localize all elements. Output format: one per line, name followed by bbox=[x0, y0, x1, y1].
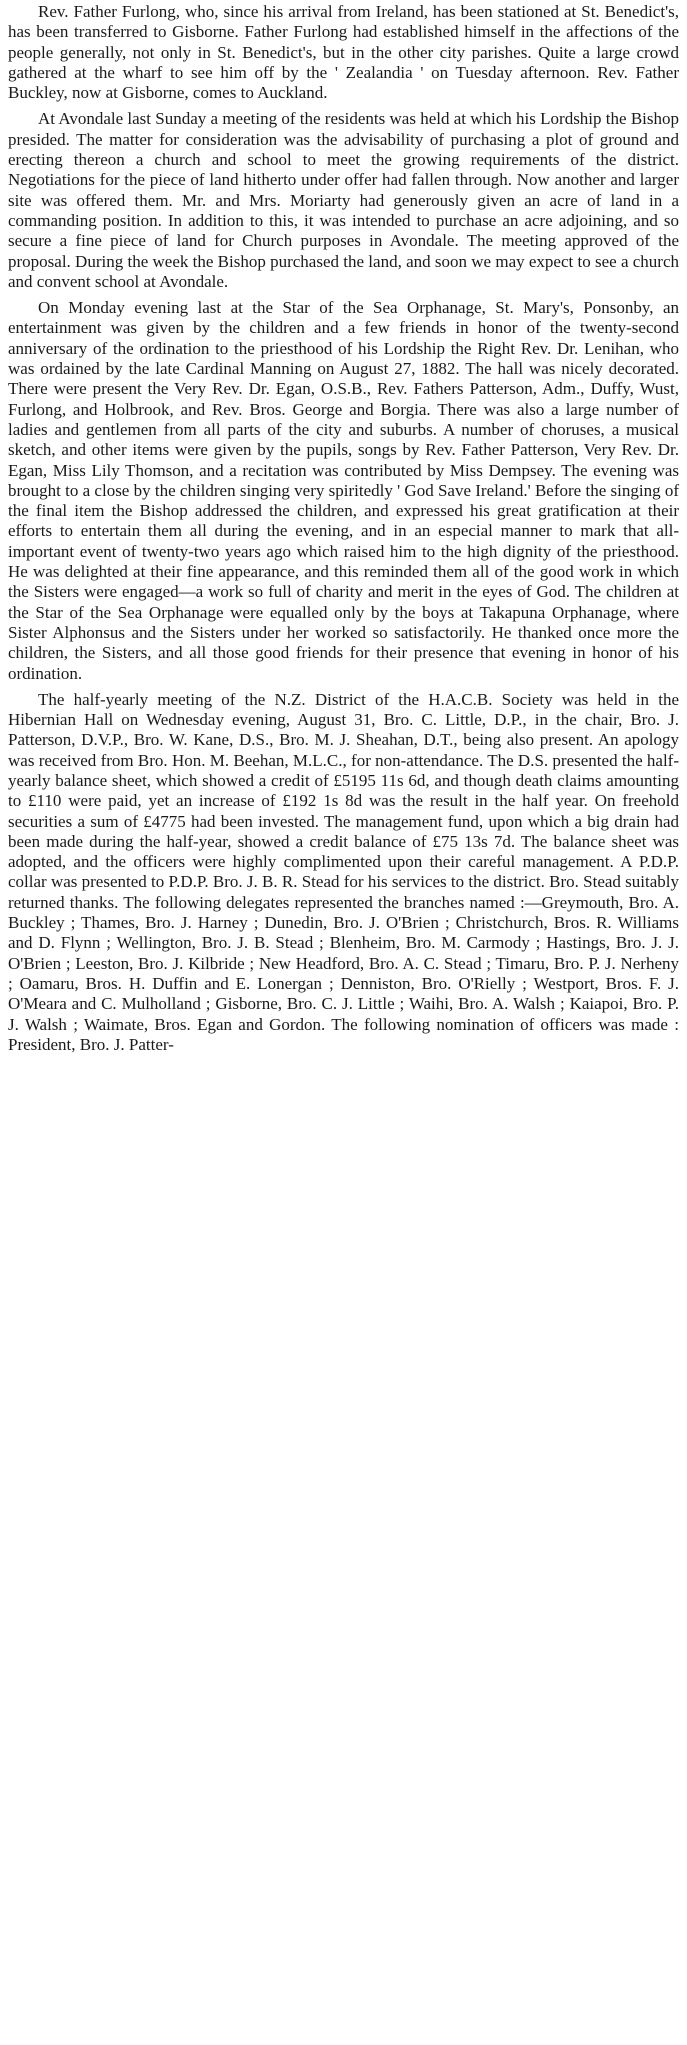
paragraph-orphanage: On Monday evening last at the Star of the Sea Orphanage, St. Mary's, Ponsonby, an entertainment was given by the children and a few friends in honor of the twenty-second anniversary of the ordination to the priesthood of his Lordship the Right Rev. Dr. Lenihan, who was ordained by the late Cardinal Manning on August 27, 1882. The hall was nicely decorated. There were present the Very Rev. Dr. Egan, O.S.B., Rev. Fathers Patterson, Adm., Duffy, Wust, Furlong, and Holbrook, and Rev. Bros. George and Borgia. There was also a large number of ladies and gentlemen from all parts of the city and suburbs. A number of choruses, a musical sketch, and other items were given by the pupils, songs by Rev. Father Patterson, Very Rev. Dr. Egan, Miss Lily Thomson, and a recitation was contributed by Miss Dempsey. The evening was brought to a close by the children singing very spiritedly ' God Save Ireland.' Before the singing of the final item the Bishop addressed the children, and expressed his great gratification at their efforts to entertain them all during the evening, and in an especial manner to mark that all-important event of twenty-two years ago which raised him to the high dignity of the priesthood. He was delighted at their fine appearance, and this reminded them all of the good work in which the Sisters were engaged—a work so full of charity and merit in the eyes of God. The children at the Star of the Sea Orphanage were equalled only by the boys at Takapuna Orphanage, where Sister Alphonsus and the Sisters under her worked so satisfactorily. He thanked once more the children, the Sisters, and all those good friends for their presence that evening in honor of his ordination. bbox=[8, 298, 679, 683]
paragraph-furlong: Rev. Father Furlong, who, since his arrival from Ireland, has been stationed at St. Benedict's, has been transferred to Gisborne. Father Furlong had established himself in the affections of the people generally, not only in St. Benedict's, but in the other city parishes. Quite a large crowd gathered at the wharf to see him off by the ' Zealandia ' on Tuesday afternoon. Rev. Father Buckley, now at Gisborne, comes to Auckland. bbox=[8, 2, 679, 103]
paragraph-hacb-meeting: The half-yearly meeting of the N.Z. District of the H.A.C.B. Society was held in the Hibernian Hall on Wednesday evening, August 31, Bro. C. Little, D.P., in the chair, Bro. J. Patterson, D.V.P., Bro. W. Kane, D.S., Bro. M. J. Sheahan, D.T., being also present. An apology was received from Bro. Hon. M. Beehan, M.L.C., for non-attendance. The D.S. presented the half-yearly balance sheet, which showed a credit of £5195 11s 6d, and though death claims amounting to £110 were paid, yet an increase of £192 1s 8d was the result in the half year. On freehold securities a sum of £4775 had been invested. The management fund, upon which a big drain had been made during the half-year, showed a credit balance of £75 13s 7d. The balance sheet was adopted, and the officers were highly complimented upon their careful management. A P.D.P. collar was presented to P.D.P. Bro. J. B. R. Stead for his services to the district. Bro. Stead suitably returned thanks. The following delegates represented the branches named :—Greymouth, Bro. A. Buckley ; Thames, Bro. J. Harney ; Dunedin, Bro. J. O'Brien ; Christchurch, Bros. R. Williams and D. Flynn ; Wellington, Bro. J. B. Stead ; Blenheim, Bro. M. Carmody ; Hastings, Bro. J. J. O'Brien ; Leeston, Bro. J. Kilbride ; New Headford, Bro. A. C. Stead ; Timaru, Bro. P. J. Nerheny ; Oamaru, Bros. H. Duffin and E. Lonergan ; Denniston, Bro. O'Rielly ; Westport, Bros. F. J. O'Meara and C. Mulholland ; Gisborne, Bro. C. J. Little ; Waihi, Bro. A. Walsh ; Kaiapoi, Bro. P. J. Walsh ; Waimate, Bros. Egan and Gordon. The following nomination of officers was made : President, Bro. J. Patter- bbox=[8, 689, 679, 1054]
paragraph-avondale: At Avondale last Sunday a meeting of the residents was held at which his Lordship the Bishop presided. The matter for consideration was the advisability of purchasing a plot of ground and erecting thereon a church and school to meet the growing requirements of the district. Negotiations for the piece of land hitherto under offer had fallen through. Now another and larger site was offered them. Mr. and Mrs. Moriarty had generously given an acre of land in a commanding position. In addition to this, it was intended to purchase an acre adjoining, and so secure a fine piece of land for Church purposes in Avondale. The meeting approved of the proposal. During the week the Bishop purchased the land, and soon we may expect to see a church and convent school at Avondale. bbox=[8, 109, 679, 291]
